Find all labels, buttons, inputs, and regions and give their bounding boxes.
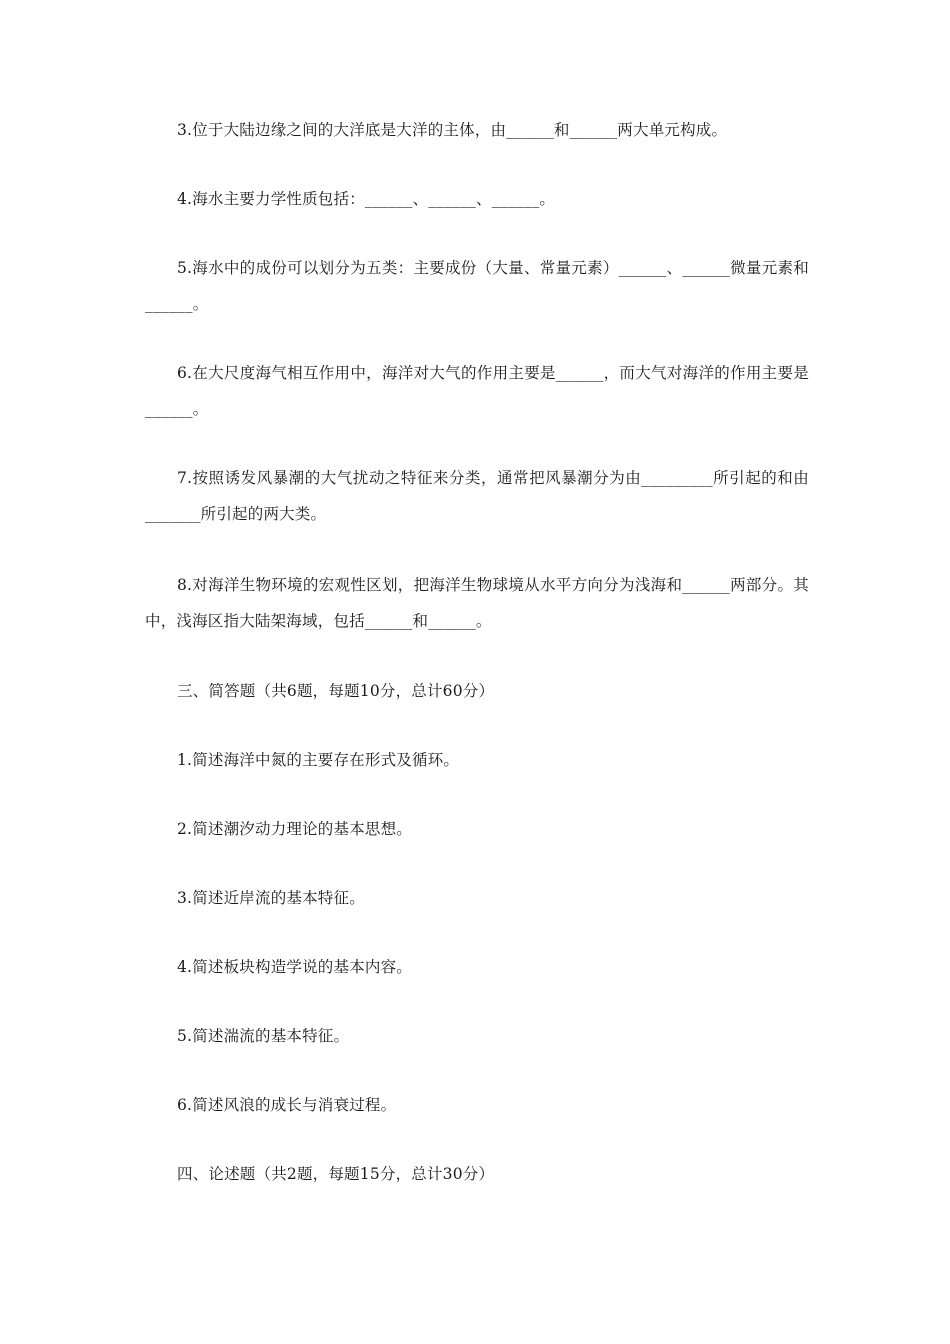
short-answer-question-2: 2.简述潮汐动力理论的基本思想。 bbox=[177, 820, 412, 838]
fill-blank-question-4: 4.海水主要力学性质包括：______、______、______。 bbox=[177, 190, 556, 208]
short-answer-question-3: 3.简述近岸流的基本特征。 bbox=[177, 889, 365, 907]
fill-blank-question-8: 8.对海洋生物环境的宏观性区划，把海洋生物球境从水平方向分为浅海和______两部分。其中，浅海区指大陆架海域，包括______和______。 bbox=[145, 576, 809, 630]
fill-blank-question-5: 5.海水中的成份可以划分为五类：主要成份（大量、常量元素）______、______微量元素和______。 bbox=[145, 259, 809, 313]
fill-blank-question-3: 3.位于大陆边缘之间的大洋底是大洋的主体，由______和______两大单元构成。 bbox=[177, 121, 728, 139]
short-answer-question-6: 6.简述风浪的成长与消衰过程。 bbox=[177, 1096, 397, 1114]
section-four-heading: 四、论述题（共2题，每题15分，总计30分） bbox=[177, 1165, 495, 1183]
short-answer-question-4: 4.简述板块构造学说的基本内容。 bbox=[177, 958, 412, 976]
short-answer-question-5: 5.简述湍流的基本特征。 bbox=[177, 1027, 350, 1045]
fill-blank-question-7: 7.按照诱发风暴潮的大气扰动之特征来分类，通常把风暴潮分为由_________所引起的和由_______所引起的两大类。 bbox=[145, 469, 809, 523]
short-answer-question-1: 1.简述海洋中氮的主要存在形式及循环。 bbox=[177, 751, 460, 769]
section-three-heading: 三、简答题（共6题，每题10分，总计60分） bbox=[177, 682, 495, 700]
fill-blank-question-6: 6.在大尺度海气相互作用中，海洋对大气的作用主要是______，而大气对海洋的作用主要是______。 bbox=[145, 364, 809, 418]
